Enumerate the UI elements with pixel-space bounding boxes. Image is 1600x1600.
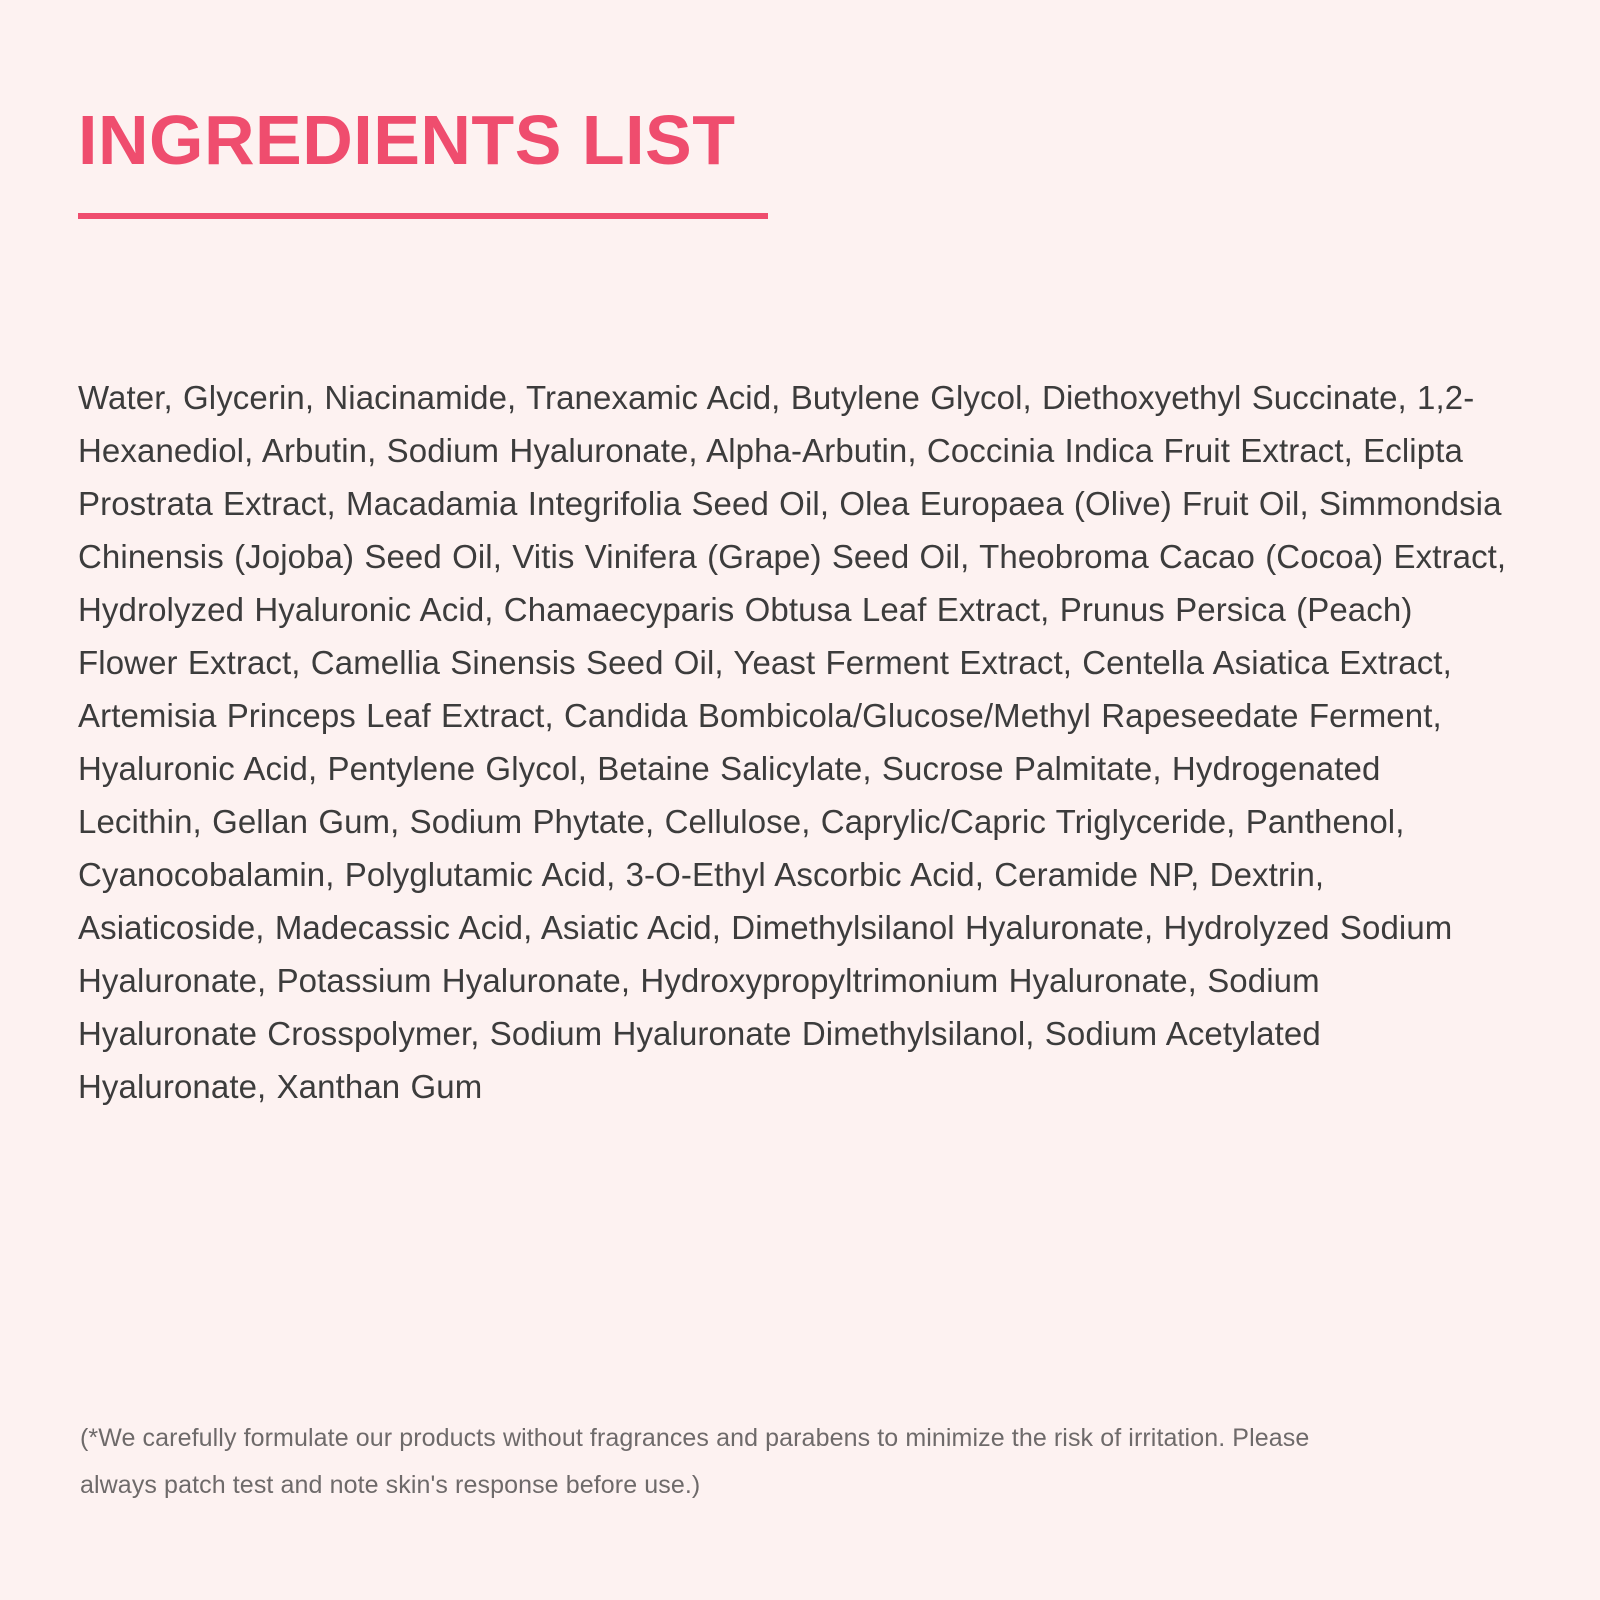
page-title: INGREDIENTS LIST xyxy=(78,101,736,179)
formulation-disclaimer-note: (*We carefully formulate our products without fragrances and parabens to minimize the risk of irritation. Please always patch test and note skin's response before use.) xyxy=(80,1424,1310,1499)
ingredients-list-text: Water, Glycerin, Niacinamide, Tranexamic Acid, Butylene Glycol, Diethoxyethyl Succinate, 1,2-Hexanediol, Arbutin, Sodium Hyaluronate, Alpha-Arbutin, Coccinia Indica Fruit Extract, Eclipta Prostrata Extract, Macadamia Integrifolia Seed Oil, Olea Europaea (Olive) Fruit Oil, Simmondsia Chinensis (Jojoba) Seed Oil, Vitis Vinifera (Grape) Seed Oil, Theobroma Cacao (Cocoa) Extract, Hydrolyzed Hyaluronic Acid, Chamaecyparis Obtusa Leaf Extract, Prunus Persica (Peach) Flower Extract, Camellia Sinensis Seed Oil, Yeast Ferment Extract, Centella Asiatica Extract, Artemisia Princeps Leaf Extract, Candida Bombicola/Glucose/Methyl Rapeseedate Ferment, Hyaluronic Acid, Pentylene Glycol, Betaine Salicylate, Sucrose Palmitate, Hydrogenated Lecithin, Gellan Gum, Sodium Phytate, Cellulose, Caprylic/Capric Triglyceride, Panthenol, Cyanocobalamin, Polyglutamic Acid, 3-O-Ethyl Ascorbic Acid, Ceramide NP, Dextrin, Asiaticoside, Madecassic Acid, Asiatic Acid, Dimethylsilanol Hyaluronate, Hydrolyzed Sodium Hyaluronate, Potassium Hyaluronate, Hydroxypropyltrimonium Hyaluronate, Sodium Hyaluronate Crosspolymer, Sodium Hyaluronate Dimethylsilanol, Sodium Acetylated Hyaluronate, Xanthan Gum xyxy=(78,379,1507,1105)
title-underline-divider xyxy=(78,213,768,219)
